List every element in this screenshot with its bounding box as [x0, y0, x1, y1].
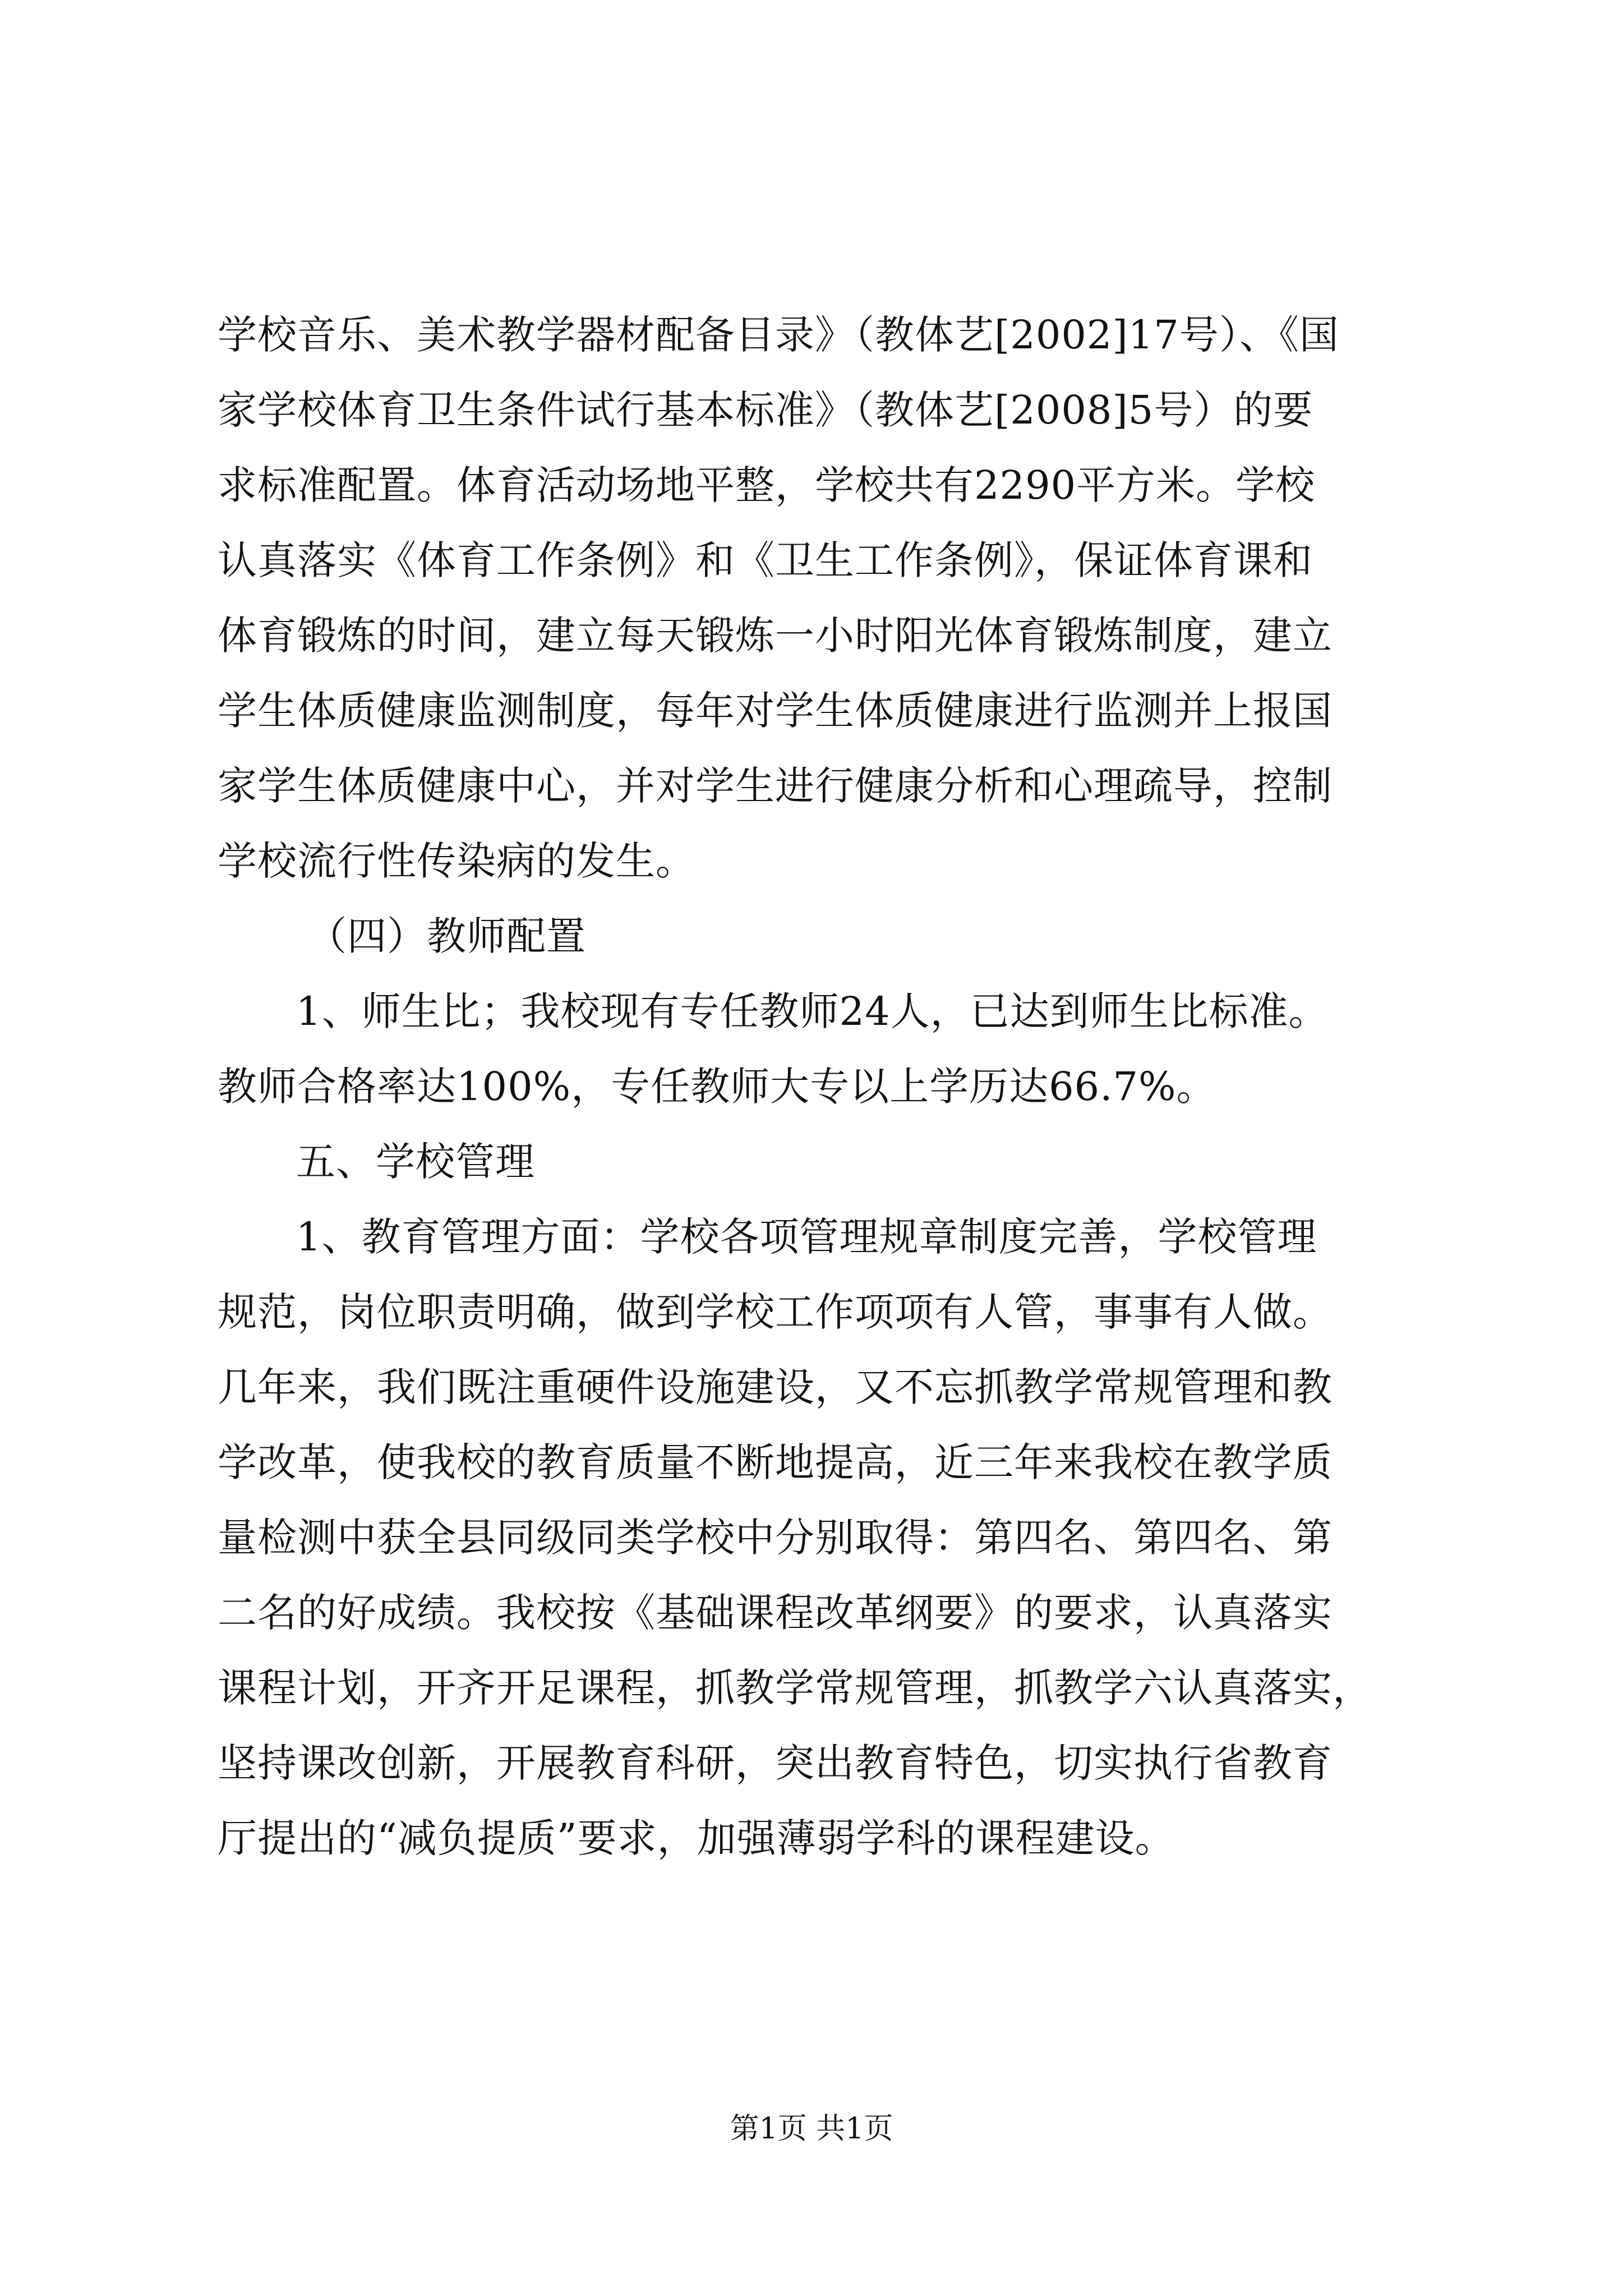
body-line: 几年来，我们既注重硬件设施建设，又不忘抓教学常规管理和教: [218, 1364, 1332, 1410]
body-line: 课程计划，开齐开足课程，抓教学常规管理，抓教学六认真落实，: [218, 1665, 1372, 1711]
document-body: [218, 297, 1418, 1876]
body-line: 体育锻炼的时间，建立每天锻炼一小时阳光体育锻炼制度，建立: [218, 613, 1332, 659]
body-line: 1、师生比；我校现有专任教师24人，已达到师生比标准。: [296, 988, 1329, 1034]
body-line: 教师合格率达100%，专任教师大专以上学历达66.7%。: [218, 1064, 1216, 1110]
body-line: 学改革，使我校的教育质量不断地提高，近三年来我校在教学质: [218, 1439, 1332, 1485]
body-line: 二名的好成绩。我校按《基础课程改革纲要》的要求，认真落实: [218, 1590, 1332, 1636]
body-line: 量检测中获全县同级同类学校中分别取得：第四名、第四名、第: [218, 1515, 1332, 1561]
section-heading-teacher-config: （四）教师配置: [307, 913, 586, 959]
body-line: 坚持课改创新，开展教育科研，突出教育特色，切实执行省教育: [218, 1740, 1332, 1786]
body-line: 学生体质健康监测制度，每年对学生体质健康进行监测并上报国: [218, 688, 1332, 734]
page-number-footer: 第1页 共1页: [730, 2112, 893, 2146]
body-line: 学校流行性传染病的发生。: [218, 838, 695, 884]
body-line: 家学生体质健康中心，并对学生进行健康分析和心理疏导，控制: [218, 763, 1332, 809]
body-line: 认真落实《体育工作条例》和《卫生工作条例》，保证体育课和: [218, 537, 1313, 583]
body-line: 规范，岗位职责明确，做到学校工作项项有人管，事事有人做。: [218, 1289, 1332, 1335]
body-line: 厅提出的“减负提质”要求，加强薄弱学科的课程建设。: [218, 1815, 1175, 1861]
body-line: 求标准配置。体育活动场地平整，学校共有2290平方米。学校: [218, 462, 1316, 508]
section-heading-school-management: 五、学校管理: [296, 1139, 535, 1185]
body-line: 学校音乐、美术教学器材配备目录》（教体艺[2002]17号）、《国: [218, 312, 1339, 358]
body-line: 1、教育管理方面：学校各项管理规章制度完善，学校管理: [296, 1214, 1317, 1260]
body-line: 家学校体育卫生条件试行基本标准》（教体艺[2008]5号）的要: [218, 387, 1313, 433]
